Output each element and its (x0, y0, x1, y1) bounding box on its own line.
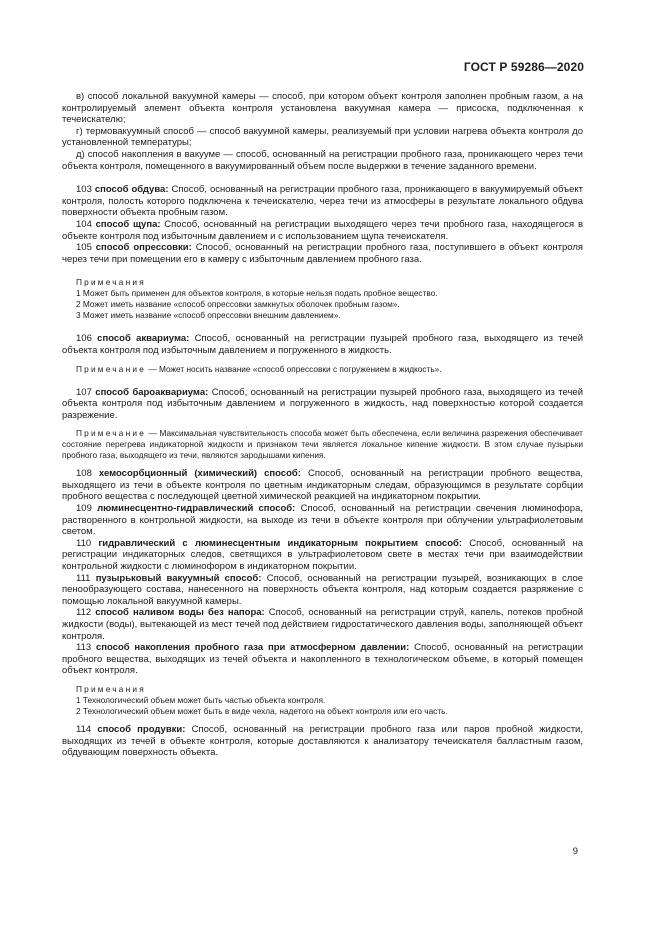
term-106: 106 способ аквариума: Способ, основанный на регистрации пузырей пробного газа, выходящего из течей объекта контроля под избыточным давлением и погруженного в жидкость. (62, 333, 584, 356)
term-107-title: способ бароаквариума: (95, 386, 209, 398)
document-header: ГОСТ Р 59286—2020 (463, 60, 584, 74)
note-106: Примечание — Может носить название «способ опрессовки с погружением в жидкость». (76, 363, 442, 374)
term-104: 104 способ щупа: Способ, основанный на регистрации выходящего через течи пробного газа, находящегося в объекте контроля под избыточным давлением и с использованием щупа течеискателя. (62, 218, 584, 242)
term-110: 110 гидравлический с люминесцентным индикаторным покрытием способ: Способ, основанный на регистрации индикаторных следов, светящихся в ультрафиолетовом свете в местах течи при взаимодействии контрольной жидкости с люминофором в индикаторном покрытии. (62, 537, 583, 573)
term-111: 111 пузырьковый вакуумный способ: Способ, основанный на регистрации пузырей, возникающих в слое пенообразующего состава, нанесенного на поверхность объекта контроля, над которым создается разряжение с помощью локальной вакуумной камеры. (62, 572, 584, 607)
term-109-title: люминесцентно-гидравлический способ: (97, 503, 296, 515)
term-114: 114 способ продувки: Способ, основанный на регистрации пробного газа или паров пробной жидкости, выходящих из течей в объекте контроля, которые доставляются к анализатору течеискателя балластным газом, обдувающим поверхность объекта. (62, 723, 583, 759)
term-108-title: хемосорбционный (химический) способ: (98, 468, 301, 480)
term-107: 107 способ бароаквариума: Способ, основанный на регистрации пузырей пробного газа, выходящего из течей объекта контроля под избыточным давлением и погруженного в жидкость, над поверхностью которой создается разрежение. (62, 386, 584, 421)
page-number: 9 (572, 846, 578, 857)
term-111-title: пузырьковый вакуумный способ: (95, 572, 262, 584)
list-item-d: д) способ накопления в вакууме — способ, основанный на регистрации пробного газа, проникающего через течи объекта контроля, помещенного в вакуумированный объем после выдержки в течение заданного времени. (62, 148, 583, 172)
note-113-2: 2 Технологический объем может быть в виде чехла, надетого на объект контроля или его часть. (76, 705, 448, 716)
term-109: 109 люминесцентно-гидравлический способ: Способ, основанный на регистрации свечения люминофора, растворенного в контрольной жидкости, на выходе из течи в объекте контроля при облучении ультрафиолетовым светом. (62, 503, 584, 538)
term-112-title: способ наливом воды без напора: (95, 607, 265, 619)
note-105-1: 1 Может быть применен для объектов контроля, в которые нельзя подать пробное вещество. (76, 288, 438, 299)
term-103: 103 способ обдува: Способ, основанный на регистрации пробного газа, проникающего в вакуумируемый объект контроля, полость которого подключена к течеискателю, через течи из атмосферы в результате локального обдува поверхности объекта пробным газом. (62, 184, 584, 219)
note-105-2: 2 Может иметь название «способ опрессовки замкнутых оболочек пробным газом». (76, 299, 400, 310)
list-item-v: в) способ локальной вакуумной камеры — способ, при котором объект контроля заполнен пробным газом, а на контролируемый элемент объекта контроля установлена вакуумная камера — присоска, подключенная к течеискателю; (62, 91, 583, 126)
term-112: 112 способ наливом воды без напора: Способ, основанный на регистрации струй, капель, потеков пробной жидкости (воды), вытекающей из мест течей под действием гидростатического давления воды, заполняющей объект контроля. (62, 607, 584, 642)
note-113-1: 1 Технологический объем может быть частью объекта контроля. (76, 694, 326, 705)
notes-113-label: Примечания (76, 683, 146, 694)
list-item-g: г) термовакуумный способ — способ вакуумной камеры, реализуемый при условии нагрева объекта контроля до установленной температуры; (62, 125, 583, 149)
term-108: 108 хемосорбционный (химический) способ: Способ, основанный на регистрации пробного вещества, выходящего из течи в объекте контроля по цветным индикаторным следам, образующимся в результате сорбции пробного вещества с последующей цветной химической реакцией на индикаторном покрытии. (62, 468, 584, 503)
term-113: 113 способ накопления пробного газа при атмосферном давлении: Способ, основанный на регистрации пробного вещества, выходящих из течей объекта и накопленного в технологическом объеме, в который помещен объект контроля. (62, 642, 584, 677)
notes-105-label: Примечания (76, 277, 146, 288)
term-105-title: способ опрессовки: (95, 242, 192, 254)
note-107: Примечание — Максимальная чувствительность способа может быть обеспечена, если величина разрежения обеспечивает состояние перегрева индикаторной жидкости и признаком течи является локальное кипение жидкости. В этом случае пузырьки пробного газа, выходящего из течи, являются зародышами кипения. (62, 428, 583, 461)
document-body (62, 91, 583, 759)
term-106-title: способ аквариума: (97, 333, 190, 345)
note-105-3: 3 Может иметь название «способ опрессовки внешним давлением». (76, 310, 341, 321)
term-114-title: способ продувки: (97, 723, 186, 735)
term-104-title: способ щупа: (95, 218, 161, 230)
term-103-title: способ обдува: (94, 184, 169, 196)
term-110-title: гидравлический с люминесцентным индикаторным покрытием способ: (98, 537, 463, 549)
term-113-title: способ накопления пробного газа при атмосферном давлении: (95, 642, 410, 654)
term-105: 105 способ опрессовки: Способ, основанный на регистрации пробного газа, поступившего в объект контроля через течи при помещении его в камеру с избыточным давлением пробного газа. (62, 242, 584, 265)
